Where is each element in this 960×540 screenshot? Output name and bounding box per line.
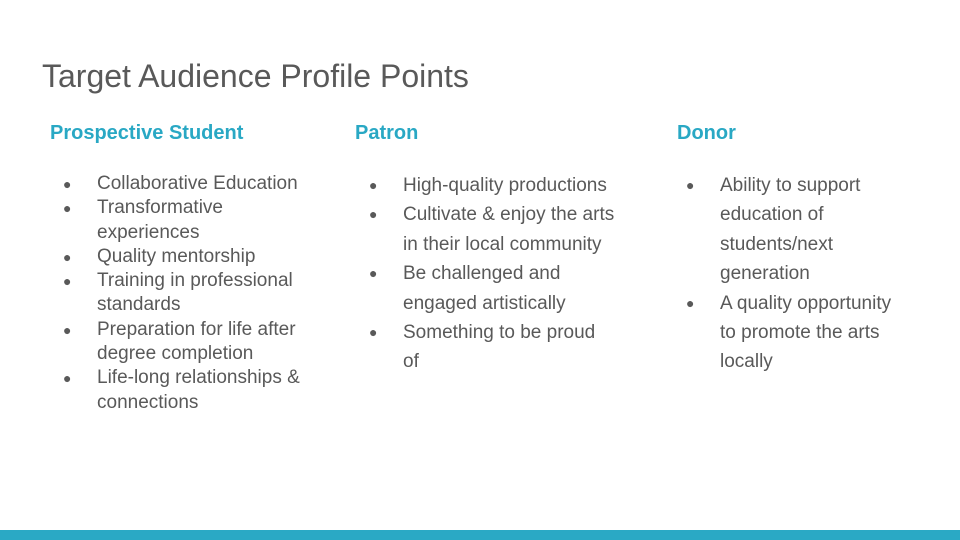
bullet-icon: ● [686, 294, 695, 311]
list-item-text: Quality mentorship [97, 245, 256, 267]
column-prospective-student [50, 120, 330, 413]
bullet-list [355, 171, 615, 377]
list-item-text: Something to be proud of [403, 322, 596, 373]
list-item [672, 171, 912, 289]
column-donor [677, 120, 917, 373]
list-item [49, 172, 329, 196]
list-item-text: Preparation for life after degree completion [97, 318, 296, 365]
list-item [49, 318, 329, 367]
bullet-icon: ● [63, 273, 72, 290]
list-item-text: Life-long relationships & connections [97, 367, 300, 413]
list-item [355, 200, 615, 259]
list-item [672, 289, 912, 377]
list-item-text: Be challenged and engaged artistically [403, 263, 566, 314]
list-item-text: Transformative experiences [97, 197, 223, 243]
list-item-text: Cultivate & enjoy the arts in their local community [403, 204, 615, 255]
bullet-icon: ● [369, 265, 378, 282]
list-item-text: High-quality productions [403, 175, 607, 196]
bullet-icon: ● [369, 177, 378, 193]
list-item-text: Ability to support education of students/next generation [720, 175, 861, 285]
bullet-icon: ● [369, 324, 378, 341]
bullet-icon: ● [63, 200, 72, 217]
list-item [49, 196, 329, 245]
bullet-list [49, 172, 329, 415]
column-heading: Prospective Student [50, 122, 244, 144]
list-item-text: Training in professional standards [97, 270, 293, 316]
list-item [49, 245, 329, 269]
list-item [355, 171, 615, 200]
column-heading: Donor [677, 122, 736, 144]
bullet-icon: ● [63, 248, 72, 265]
list-item [49, 366, 329, 415]
list-item [355, 318, 615, 377]
bullet-list [672, 171, 912, 377]
slide-title: Target Audience Profile Points [42, 58, 469, 94]
list-item [49, 269, 329, 318]
bullet-icon: ● [369, 206, 378, 223]
bullet-icon: ● [63, 176, 72, 192]
bullet-icon: ● [63, 370, 72, 387]
column-patron [355, 120, 615, 373]
list-item-text: Collaborative Education [97, 173, 298, 194]
accent-bar [0, 530, 960, 540]
column-heading: Patron [355, 122, 419, 144]
list-item-text: A quality opportunity to promote the arts locally [720, 292, 892, 373]
bullet-icon: ● [686, 177, 695, 193]
bullet-icon: ● [63, 321, 72, 338]
list-item [355, 259, 615, 318]
